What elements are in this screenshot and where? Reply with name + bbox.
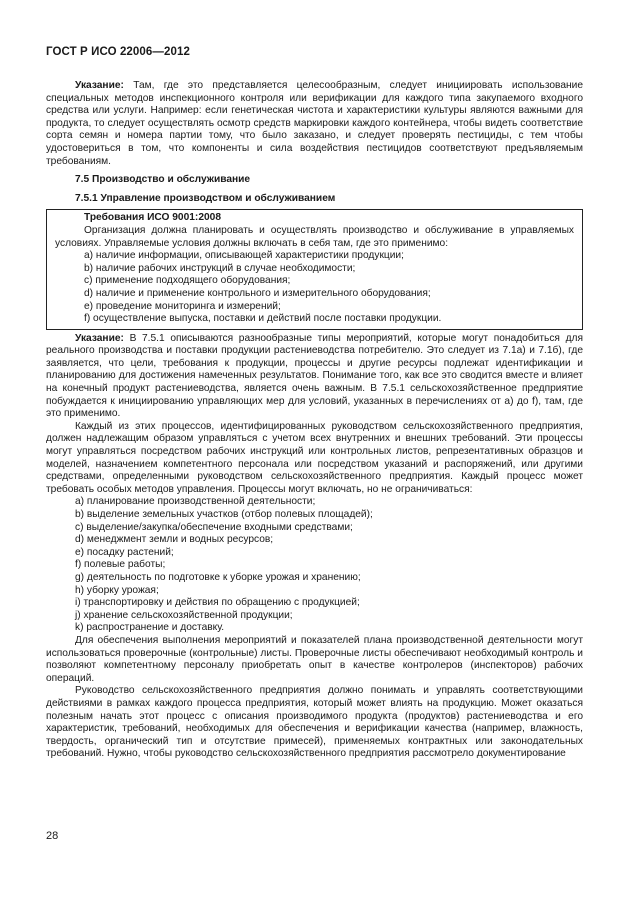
note-paragraph	[46, 80, 583, 168]
list-item: b) выделение земельных участков (отбор полевых площадей);	[75, 509, 373, 520]
page-header: ГОСТ Р ИСО 22006—2012	[46, 46, 191, 58]
list-item: d) менеджмент земли и водных ресурсов;	[75, 534, 274, 546]
requirements-item: с) применение подходящего оборудования;	[84, 275, 291, 287]
body-paragraph: Руководство сельскохозяйственного предприятия должно понимать и управлять соответствующими действиями в рамках каждого процесса предприятия, который может влиять на продукцию. Может оказаться полезным начать этот процесс с описания производимого продукта (продуктов) растениеводства и его характеристик, требований, необходимых для обеспечения и верификации качества (например, влажность, твердость, органический тип и отсутствие примесей), применяемых контрактных или законодательных требований. Нужно, чтобы руководство сельскохозяйственного предприятия рассмотрело документирование	[46, 685, 583, 760]
note-label: Указание:	[75, 332, 124, 344]
requirements-box	[46, 209, 583, 329]
note-text: В 7.5.1 описываются разнообразные типы мероприятий, которые могут понадобиться для реального производства и поставки продукции растениеводства потребителю. Это следует из 7.1а) и 7.1б), где заявляется, что цели, требования к продукции, процессы и другие ресурсы подлежат идентификации и планированию для достижения намеченных результатов. Понимание того, как все это сводится вместе и влияет на конечный продукт растениеводства, является очень важным. В 7.5.1 сельскохозяйственное предприятие побуждается к инициированию управляющих мер для условий, указанных в перечислениях от а) до f), там, где это применимо.	[46, 332, 583, 420]
list-item: g) деятельность по подготовке к уборке урожая и хранению;	[75, 571, 361, 583]
requirements-title: Требования ИСО 9001:2008	[84, 212, 221, 224]
list-item: k) распространение и доставку.	[75, 622, 225, 634]
list-item: е) посадку растений;	[75, 546, 174, 558]
section-heading: 7.5 Производство и обслуживание	[75, 174, 251, 186]
note-label: Указание:	[75, 80, 124, 91]
list-item: j) хранение сельскохозяйственной продукции;	[75, 609, 293, 621]
body-paragraph: Для обеспечения выполнения мероприятий и показателей плана производственной деятельности могут использоваться проверочные (контрольные) листы. Проверочные листы обеспечивают необходимый контроль и позволяют компетентному персоналу приобретать опыт в качестве контролеров (инспекторов) рабочих операций.	[46, 634, 583, 684]
requirements-intro: Организация должна планировать и осуществлять производство и обслуживание в управляемых условиях. Управляемые условия должны включать в себя там, где это применимо:	[55, 224, 574, 249]
note-paragraph	[46, 333, 583, 421]
page-body	[46, 80, 583, 761]
list-item: f) полевые работы;	[75, 559, 166, 571]
requirements-item: а) наличие информации, описывающей характеристики продукции;	[84, 250, 404, 262]
list-item: а) планирование производственной деятельности;	[75, 496, 316, 508]
requirements-item: d) наличие и применение контрольного и измерительного оборудования;	[84, 287, 431, 299]
requirements-item: b) наличие рабочих инструкций в случае необходимости;	[84, 262, 356, 274]
requirements-item: f) осуществление выпуска, поставки и действий после поставки продукции.	[84, 313, 442, 325]
body-paragraph: Каждый из этих процессов, идентифицированных руководством сельскохозяйственного предприятия, должен надлежащим образом управляться с учетом всех внутренних и внешних требований. Эти процессы могут управляться посредством рабочих инструкций или контрольных листов, репрезентативных образцов и моделей, назначением компетентного персонала или посредством указаний и распоряжений, или другими средствами, определенными руководством сельскохозяйственного предприятия. Каждый процесс может требовать особых методов управления. Процессы могут включать, но не ограничиваться:	[46, 420, 583, 495]
list-item: с) выделение/закупка/обеспечение входными средствами;	[75, 521, 353, 533]
list-item: i) транспортировку и действия по обращению с продукцией;	[75, 597, 360, 609]
requirements-item: е) проведение мониторинга и измерений;	[84, 300, 281, 312]
subsection-heading: 7.5.1 Управление производством и обслуживанием	[75, 192, 336, 204]
note-text: Там, где это представляется целесообразным, следует инициировать использование специальных методов инспекционного контроля или верификации для каждого типа закупаемого входного средства или услуги. Например: если генетическая чистота и характеристики культуры являются важными для продукта, то следует осуществлять осмотр средств маркировки каждого контейнера, чтобы видеть соответствие сорта семян и номера партии тому, что было заказано, и следует проверять пестициды, с тем чтобы удостовериться в том, что компоненты и сила воздействия пестицидов соответствуют предъявляемым требованиям.	[46, 80, 583, 167]
list-item: h) уборку урожая;	[75, 584, 159, 596]
page-number: 28	[46, 830, 59, 842]
